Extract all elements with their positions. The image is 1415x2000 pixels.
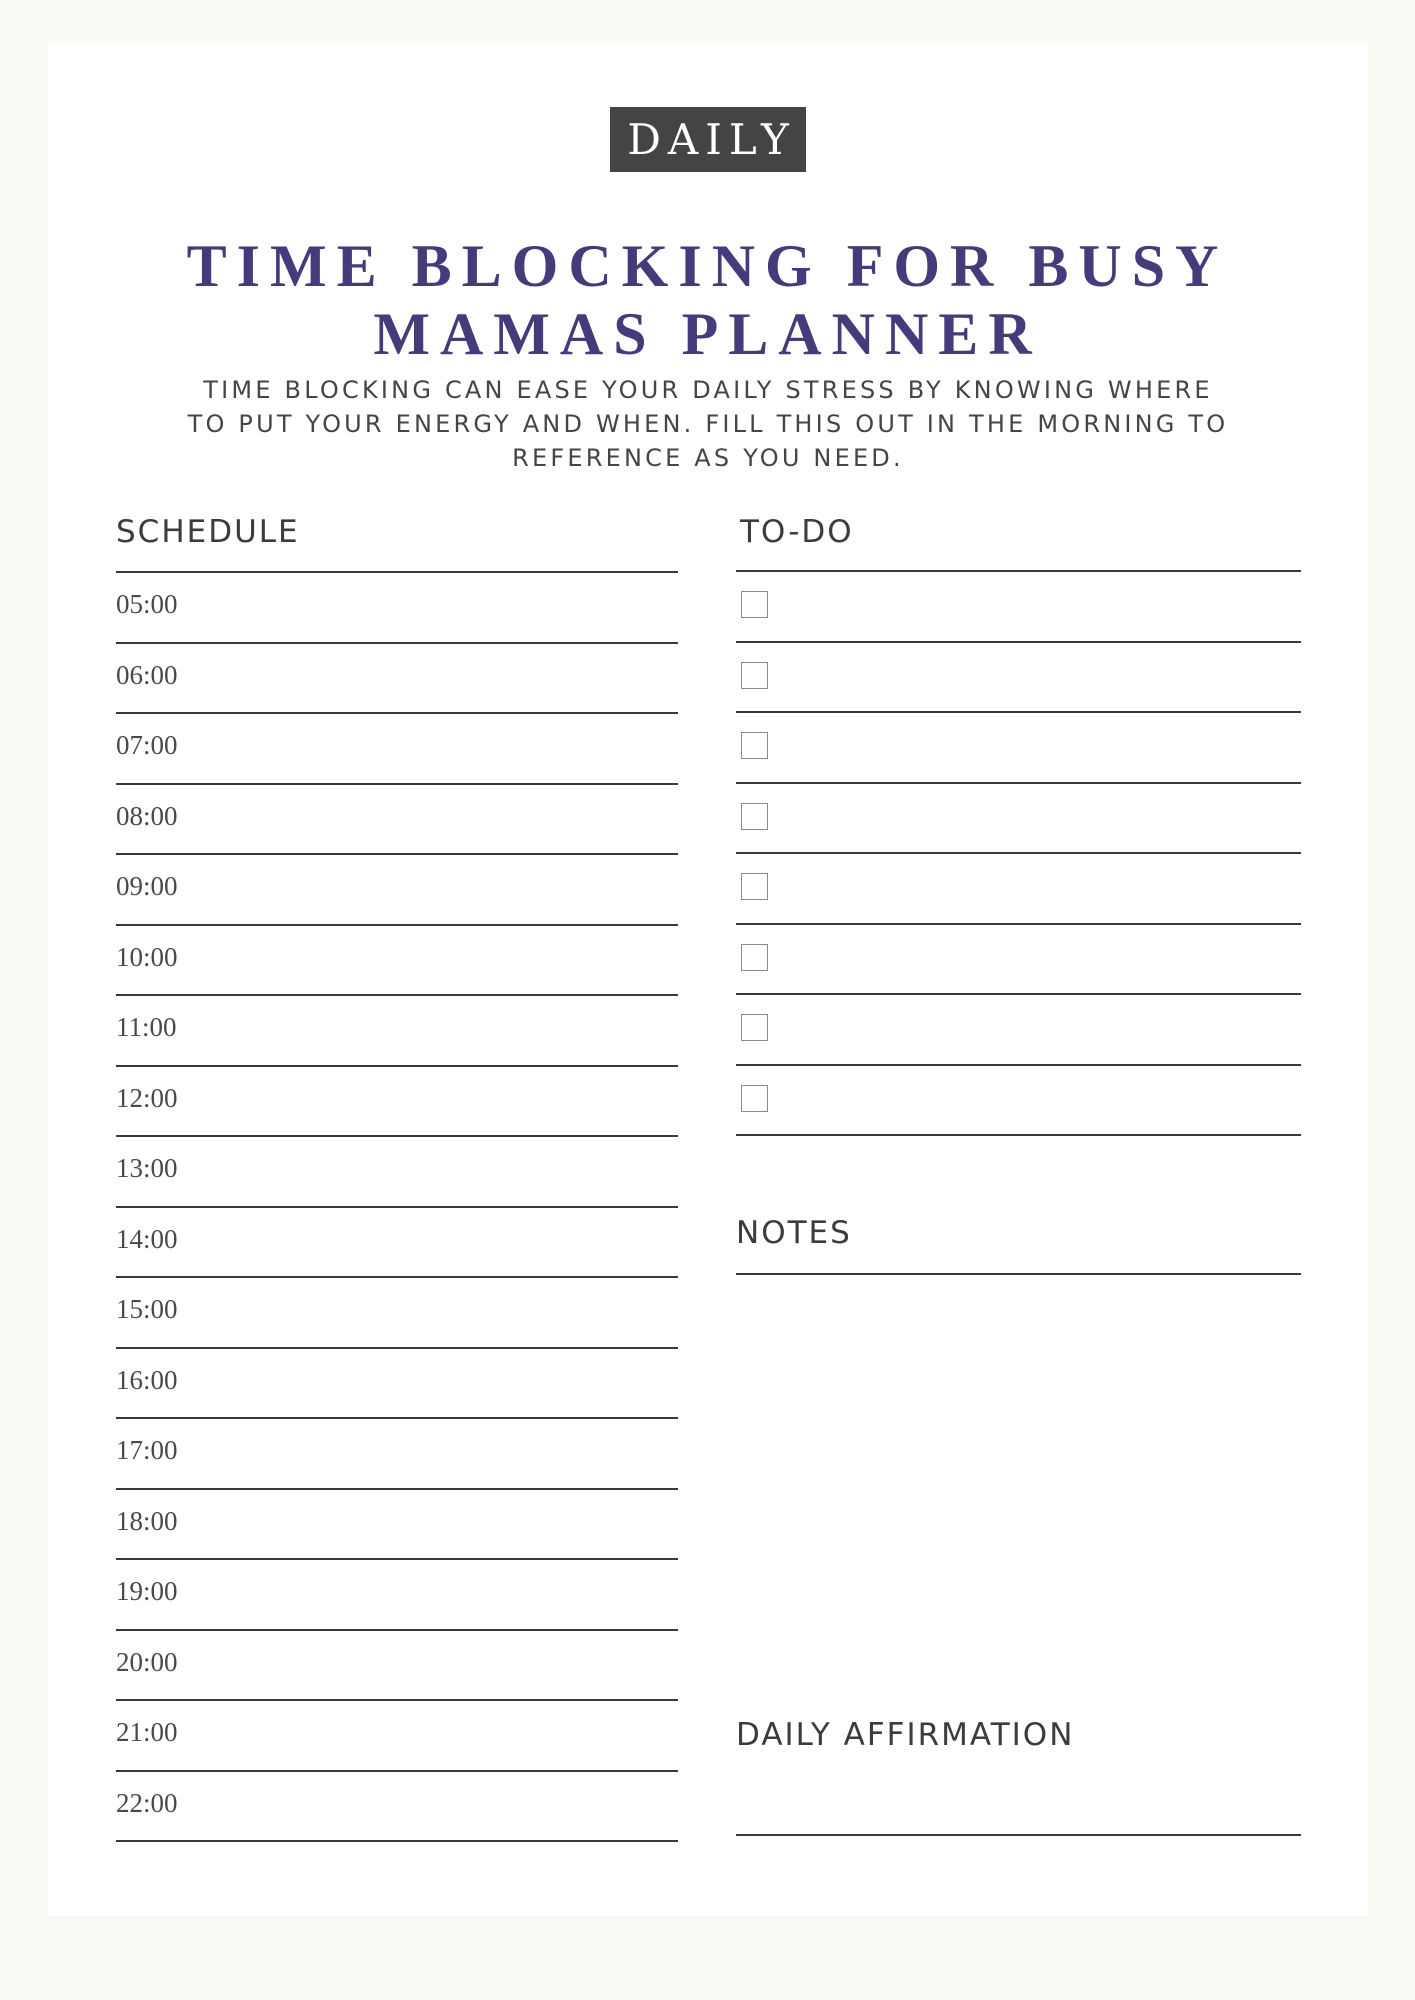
subtitle-line-3: REFERENCE AS YOU NEED. <box>512 444 904 472</box>
todo-row-rule <box>736 711 1301 713</box>
schedule-row[interactable] <box>116 573 678 642</box>
schedule-time-label: 13:00 <box>116 1153 178 1183</box>
schedule-time-label: 05:00 <box>116 589 178 619</box>
todo-row-rule <box>736 993 1301 995</box>
schedule-time-label: 11:00 <box>116 1012 177 1042</box>
subtitle-line-1: TIME BLOCKING CAN EASE YOUR DAILY STRESS BY KNOWING WHERE <box>203 376 1213 404</box>
schedule-time-label: 20:00 <box>116 1646 178 1677</box>
todo-checkbox[interactable] <box>741 1014 768 1041</box>
todo-item-field[interactable] <box>780 574 1301 637</box>
schedule-row[interactable] <box>116 1772 678 1841</box>
todo-checkbox[interactable] <box>741 873 768 900</box>
todo-item-field[interactable] <box>780 786 1301 849</box>
todo-checkbox[interactable] <box>741 944 768 971</box>
todo-heading: TO-DO <box>740 514 854 550</box>
title-line-2: MAMAS PLANNER <box>373 301 1042 367</box>
schedule-row[interactable] <box>116 1419 678 1488</box>
todo-checkbox[interactable] <box>741 1085 768 1112</box>
todo-item-field[interactable] <box>780 927 1301 990</box>
schedule-row[interactable] <box>116 644 678 713</box>
todo-checkbox[interactable] <box>741 803 768 830</box>
schedule-row[interactable] <box>116 926 678 995</box>
schedule-row-rule <box>116 1840 678 1842</box>
todo-item-field[interactable] <box>780 856 1301 919</box>
affirmation-rule <box>736 1834 1301 1836</box>
schedule-time-label: 06:00 <box>116 659 178 690</box>
todo-row-rule <box>736 923 1301 925</box>
schedule-row[interactable] <box>116 1278 678 1347</box>
schedule-time-label: 15:00 <box>116 1294 178 1324</box>
todo-heading-rule <box>736 570 1301 572</box>
affirmation-field[interactable] <box>736 1765 1301 1829</box>
todo-item-field[interactable] <box>780 715 1301 778</box>
todo-item-field[interactable] <box>780 645 1301 708</box>
page-title <box>0 232 1415 368</box>
schedule-time-label: 17:00 <box>116 1435 178 1465</box>
daily-badge: DAILY <box>610 107 806 172</box>
notes-heading: NOTES <box>736 1215 852 1251</box>
todo-row-rule <box>736 641 1301 643</box>
notes-area[interactable] <box>736 1280 1301 1700</box>
todo-row-rule <box>736 1134 1301 1136</box>
schedule-time-label: 21:00 <box>116 1717 178 1747</box>
schedule-time-label: 09:00 <box>116 871 178 901</box>
schedule-row[interactable] <box>116 1208 678 1277</box>
schedule-row[interactable] <box>116 1067 678 1136</box>
todo-row-rule <box>736 1064 1301 1066</box>
schedule-time-label: 18:00 <box>116 1505 178 1536</box>
todo-row-rule <box>736 852 1301 854</box>
todo-checkbox[interactable] <box>741 662 768 689</box>
schedule-row[interactable] <box>116 1490 678 1559</box>
schedule-heading: SCHEDULE <box>116 514 300 550</box>
schedule-row[interactable] <box>116 714 678 783</box>
schedule-time-label: 12:00 <box>116 1082 178 1113</box>
subtitle-line-2: TO PUT YOUR ENERGY AND WHEN. FILL THIS OUT IN THE MORNING TO <box>187 410 1229 438</box>
todo-item-field[interactable] <box>780 1068 1301 1131</box>
page-subtitle <box>128 373 1288 475</box>
schedule-row[interactable] <box>116 1701 678 1770</box>
schedule-time-label: 08:00 <box>116 800 178 831</box>
schedule-row[interactable] <box>116 855 678 924</box>
todo-row-rule <box>736 782 1301 784</box>
schedule-row[interactable] <box>116 1349 678 1418</box>
schedule-row[interactable] <box>116 996 678 1065</box>
title-line-1: TIME BLOCKING FOR BUSY <box>186 233 1229 299</box>
todo-checkbox[interactable] <box>741 732 768 759</box>
schedule-time-label: 07:00 <box>116 730 178 760</box>
schedule-row[interactable] <box>116 1560 678 1629</box>
schedule-time-label: 16:00 <box>116 1364 178 1395</box>
schedule-time-label: 14:00 <box>116 1223 178 1254</box>
schedule-time-label: 19:00 <box>116 1576 178 1606</box>
notes-heading-rule <box>736 1273 1301 1275</box>
schedule-time-label: 22:00 <box>116 1787 178 1818</box>
todo-checkbox[interactable] <box>741 591 768 618</box>
todo-item-field[interactable] <box>780 997 1301 1060</box>
schedule-row[interactable] <box>116 1631 678 1700</box>
schedule-time-label: 10:00 <box>116 941 178 972</box>
affirmation-heading: DAILY AFFIRMATION <box>736 1717 1075 1753</box>
schedule-row[interactable] <box>116 1137 678 1206</box>
schedule-row[interactable] <box>116 785 678 854</box>
